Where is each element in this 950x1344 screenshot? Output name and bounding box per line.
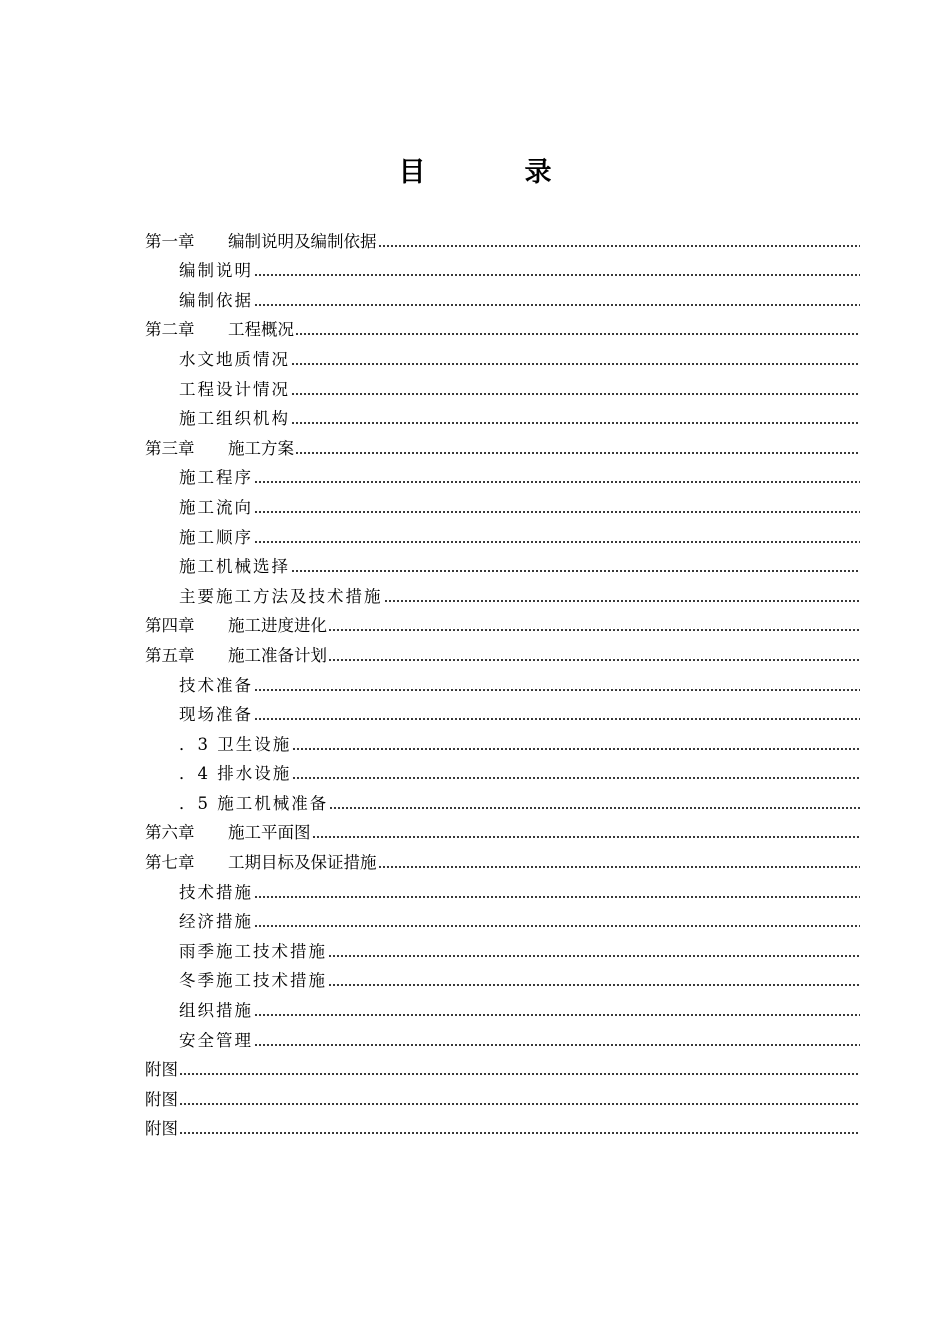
toc-entry[interactable] (145, 903, 860, 933)
dot-leader (328, 659, 860, 661)
dot-leader (254, 718, 860, 720)
toc-entry-title: 编制说明 (179, 261, 253, 281)
dot-leader (328, 629, 860, 631)
toc-entry-title: 编制依据 (179, 290, 253, 310)
toc-entry-title: 施工程序 (179, 468, 253, 488)
toc-chapter-number: 第二章 (145, 320, 195, 340)
dot-leader (312, 836, 861, 838)
toc-entry[interactable] (145, 755, 860, 785)
dot-leader (291, 393, 860, 395)
toc-entry-title: 施工顺序 (179, 527, 253, 547)
toc-entry[interactable] (145, 991, 860, 1021)
toc-chapter-number: 第四章 (145, 616, 195, 636)
dot-leader (328, 984, 860, 986)
toc-entry[interactable] (145, 459, 860, 489)
toc-entry-title: 水文地质情况 (179, 349, 290, 369)
toc-entry[interactable] (145, 814, 860, 844)
toc-entry[interactable] (145, 607, 860, 637)
toc-entry-title: ．5 施工机械准备 (179, 793, 329, 813)
toc-chapter-number: 第五章 (145, 645, 195, 665)
toc-entry-title: 组织措施 (179, 1001, 253, 1021)
toc-entry[interactable] (145, 636, 860, 666)
dot-leader (254, 481, 860, 483)
toc-chapter-number: 第七章 (145, 853, 195, 873)
toc-entry[interactable] (145, 252, 860, 282)
toc-entry[interactable] (145, 1021, 860, 1051)
toc-entry-title: 技术措施 (179, 882, 253, 902)
toc-entry[interactable] (145, 370, 860, 400)
toc-entry-title: 施工准备计划 (228, 645, 327, 665)
toc-entry-title: 安全管理 (179, 1030, 253, 1050)
dot-leader (254, 896, 860, 898)
toc-entry[interactable] (145, 932, 860, 962)
toc-entry[interactable] (145, 696, 860, 726)
toc-entry-title: 主要施工方法及技术措施 (179, 586, 383, 606)
toc-entry-title: 工程设计情况 (179, 379, 290, 399)
toc-entry-title: 附图 (145, 1060, 178, 1080)
toc-entry[interactable] (145, 518, 860, 548)
toc-entry-title: 施工机械选择 (179, 557, 290, 577)
dot-leader (254, 689, 860, 691)
dot-leader (378, 866, 861, 868)
dot-leader (328, 955, 860, 957)
toc-entry-title: 技术准备 (179, 675, 253, 695)
dot-leader (291, 422, 860, 424)
dot-leader (254, 541, 860, 543)
dot-leader (254, 1044, 860, 1046)
toc-entry-title: 施工组织机构 (179, 409, 290, 429)
toc-entry[interactable] (145, 1110, 860, 1140)
toc-entry-title: 附图 (145, 1119, 178, 1139)
toc-entry[interactable] (145, 577, 860, 607)
toc-entry-title: 现场准备 (179, 705, 253, 725)
dot-leader (254, 925, 860, 927)
dot-leader (295, 333, 860, 335)
toc-chapter-number: 第六章 (145, 823, 195, 843)
toc-entry-title: ．3 卫生设施 (179, 734, 292, 754)
page-title: 目 录 (398, 157, 588, 189)
dot-leader (295, 452, 860, 454)
toc-entry-title: 附图 (145, 1089, 178, 1109)
toc-entry[interactable] (145, 843, 860, 873)
dot-leader (292, 748, 860, 750)
toc-entry-title: ．4 排水设施 (179, 764, 292, 784)
dot-leader (291, 570, 860, 572)
dot-leader (179, 1103, 860, 1105)
table-of-contents (145, 222, 860, 1139)
dot-leader (329, 807, 860, 809)
toc-entry[interactable] (145, 873, 860, 903)
toc-entry-title: 工期目标及保证措施 (228, 853, 377, 873)
toc-entry[interactable] (145, 311, 860, 341)
toc-entry-title: 施工进度进化 (228, 616, 327, 636)
dot-leader (291, 363, 860, 365)
dot-leader (254, 1014, 860, 1016)
toc-entry-title: 施工方案 (228, 438, 294, 458)
toc-entry[interactable] (145, 281, 860, 311)
toc-entry-title: 雨季施工技术措施 (179, 941, 327, 961)
toc-entry[interactable] (145, 488, 860, 518)
dot-leader (384, 600, 861, 602)
toc-entry[interactable] (145, 725, 860, 755)
toc-entry[interactable] (145, 340, 860, 370)
dot-leader (254, 511, 860, 513)
dot-leader (254, 304, 860, 306)
dot-leader (292, 777, 860, 779)
toc-entry-title: 经济措施 (179, 912, 253, 932)
toc-entry[interactable] (145, 962, 860, 992)
dot-leader (378, 245, 861, 247)
toc-entry[interactable] (145, 1051, 860, 1081)
toc-entry[interactable] (145, 222, 860, 252)
toc-entry-title: 工程概况 (228, 320, 294, 340)
toc-entry[interactable] (145, 400, 860, 430)
dot-leader (179, 1073, 860, 1075)
toc-chapter-number: 第三章 (145, 438, 195, 458)
toc-entry[interactable] (145, 666, 860, 696)
toc-chapter-number: 第一章 (145, 231, 195, 251)
toc-entry[interactable] (145, 429, 860, 459)
dot-leader (179, 1132, 860, 1134)
dot-leader (254, 274, 860, 276)
toc-entry[interactable] (145, 548, 860, 578)
toc-entry-title: 编制说明及编制依据 (228, 231, 377, 251)
toc-entry-title: 施工平面图 (228, 823, 311, 843)
toc-entry-title: 冬季施工技术措施 (179, 971, 327, 991)
toc-entry[interactable] (145, 1080, 860, 1110)
toc-entry[interactable] (145, 784, 860, 814)
toc-entry-title: 施工流向 (179, 497, 253, 517)
